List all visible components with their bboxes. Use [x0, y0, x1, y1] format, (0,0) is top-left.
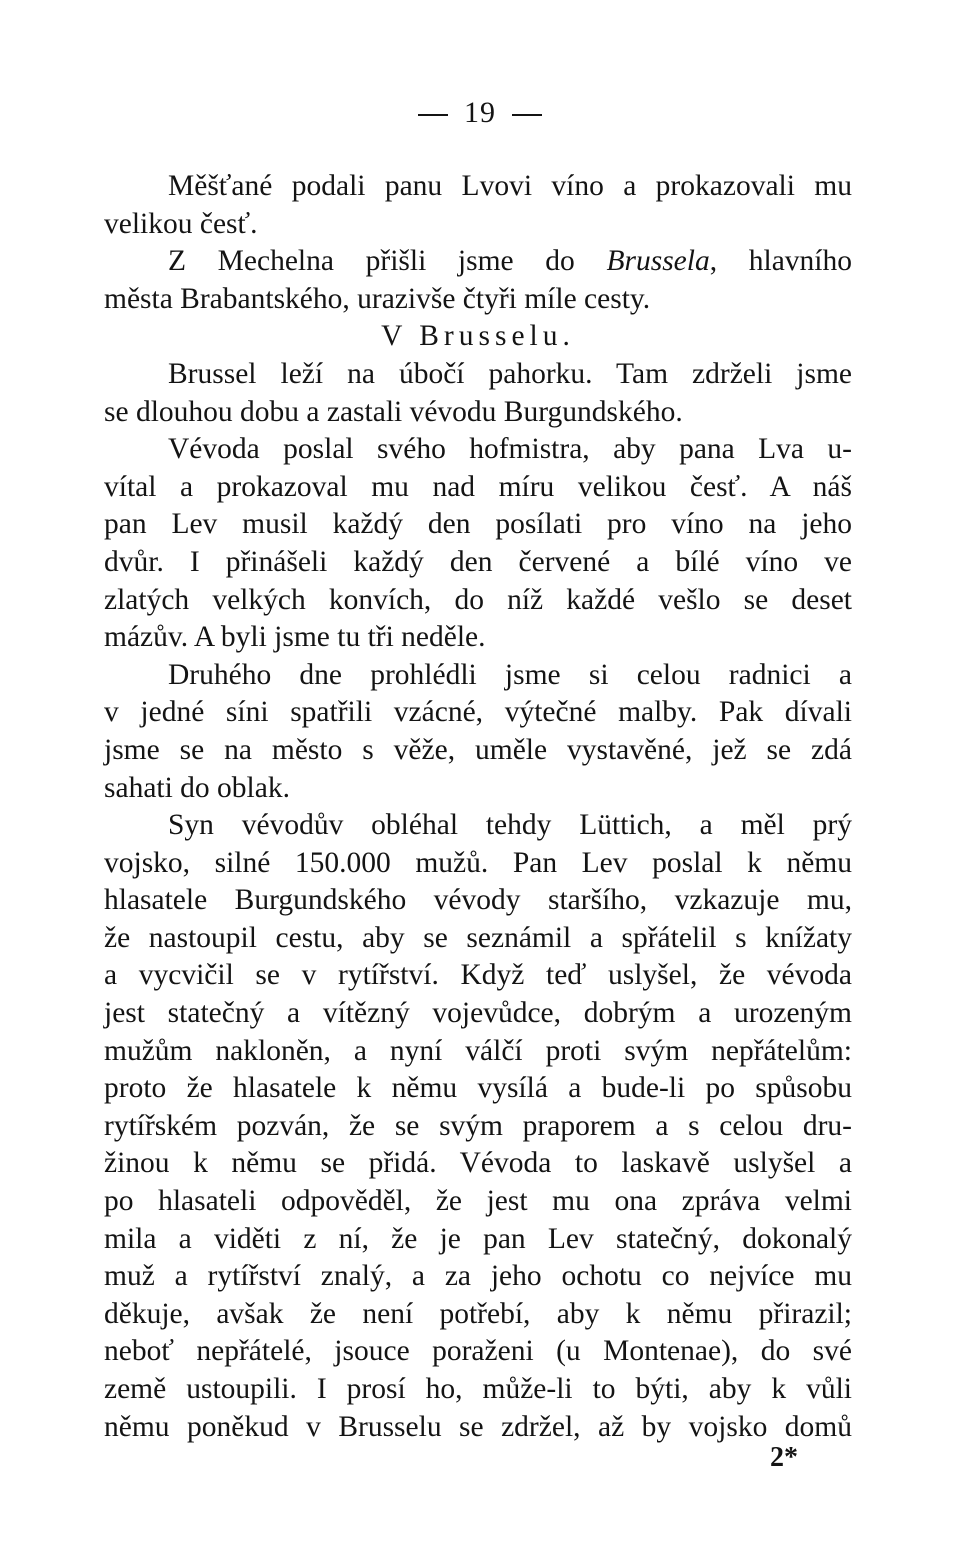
text-line: jsme se na město s věže, uměle vystavěné, jež se zdá: [104, 733, 852, 766]
text-line: němu poněkud v Brusselu se zdržel, až by vojsko domů: [104, 1410, 852, 1443]
text-line: muž a rytířství znalý, a za jeho ochotu co nejvíce mu: [104, 1260, 852, 1293]
text-line: mázův. A byli jsme tu tři neděle.: [104, 621, 486, 654]
text-line: rytířském pozván, že se svým praporem a s celou dru-: [104, 1109, 852, 1142]
page-number: 19: [464, 96, 496, 129]
place-name-italic: Brussela: [606, 245, 710, 278]
text-line: V Brusselu.: [381, 320, 575, 353]
text-line: Brussel leží na úbočí pahorku. Tam zdrželi jsme: [168, 357, 852, 390]
text-line: neboť nepřátelé, jsouce poraženi (u Montenae), do své: [104, 1335, 852, 1368]
text-line: Syn vévodův obléhal tehdy Lüttich, a měl prý: [168, 809, 852, 842]
text-line: mužům nakloněn, a nyní válčí proti svým nepřátelům:: [104, 1034, 852, 1067]
text-line: zlatých velkých konvích, do níž každé vešlo se deset: [104, 583, 852, 616]
text-line: dvůr. I přinášeli každý den červené a bílé víno ve: [104, 545, 852, 578]
text-line: mila a viděti z ní, že je pan Lev statečný, dokonalý: [104, 1222, 852, 1255]
text-line: žinou k němu se přidá. Vévoda to laskavě uslyšel a: [104, 1147, 852, 1180]
text-line: vojsko, silné 150.000 mužů. Pan Lev poslal k němu: [104, 846, 852, 879]
text-line: země ustoupili. I prosí ho, může-li to býti, aby k vůli: [104, 1373, 852, 1405]
text-line: města Brabantského, urazivše čtyři míle cesty.: [104, 282, 651, 315]
text-line: Vévoda poslal svého hofmistra, aby pana Lva u-: [168, 433, 852, 466]
text-line: po hlasateli odpověděl, že jest mu ona zpráva velmi: [104, 1185, 852, 1218]
text-line: Druhého dne prohlédli jsme si celou radnici a: [168, 658, 852, 691]
signature-mark: 2*: [770, 1442, 798, 1473]
text-line: jest statečný a vítězný vojevůdce, dobrým a urozeným: [104, 997, 852, 1030]
text-line: Měšťané podali panu Lvovi víno a prokazovali mu: [168, 170, 852, 202]
text-line: proto že hlasatele k němu vysílá a bude-li po spůsobu: [104, 1072, 852, 1105]
text-line: že nastoupil cestu, aby se seznámil a spřátelil s knížaty: [104, 921, 852, 954]
text-line: se dlouhou dobu a zastali vévodu Burgundského.: [104, 395, 683, 428]
text-line: sahati do oblak.: [104, 771, 290, 804]
text-line: a vycvičil se v rytířství. Když teď uslyšel, že vévoda: [104, 959, 852, 992]
text-line: děkuje, avšak že není potřebí, aby k němu přirazil;: [104, 1297, 852, 1330]
text-line: vítal a prokazoval mu nad míru velikou česť. A náš: [104, 470, 852, 503]
text-line: hlasatele Burgundského vévody staršího, vzkazuje mu,: [104, 884, 852, 917]
text-line: velikou česť.: [104, 207, 258, 240]
page-header: [0, 96, 960, 130]
header-dash-left: [418, 114, 448, 116]
text-line: pan Lev musil každý den posílati pro víno na jeho: [104, 508, 852, 541]
text-line: Z Mechelna přišli jsme do Brussela, hlavního: [168, 245, 852, 278]
text-line: v jedné síni spatřili vzácné, výtečné malby. Pak dívali: [104, 696, 852, 729]
header-dash-right: [512, 114, 542, 116]
body-text: [104, 168, 852, 1446]
